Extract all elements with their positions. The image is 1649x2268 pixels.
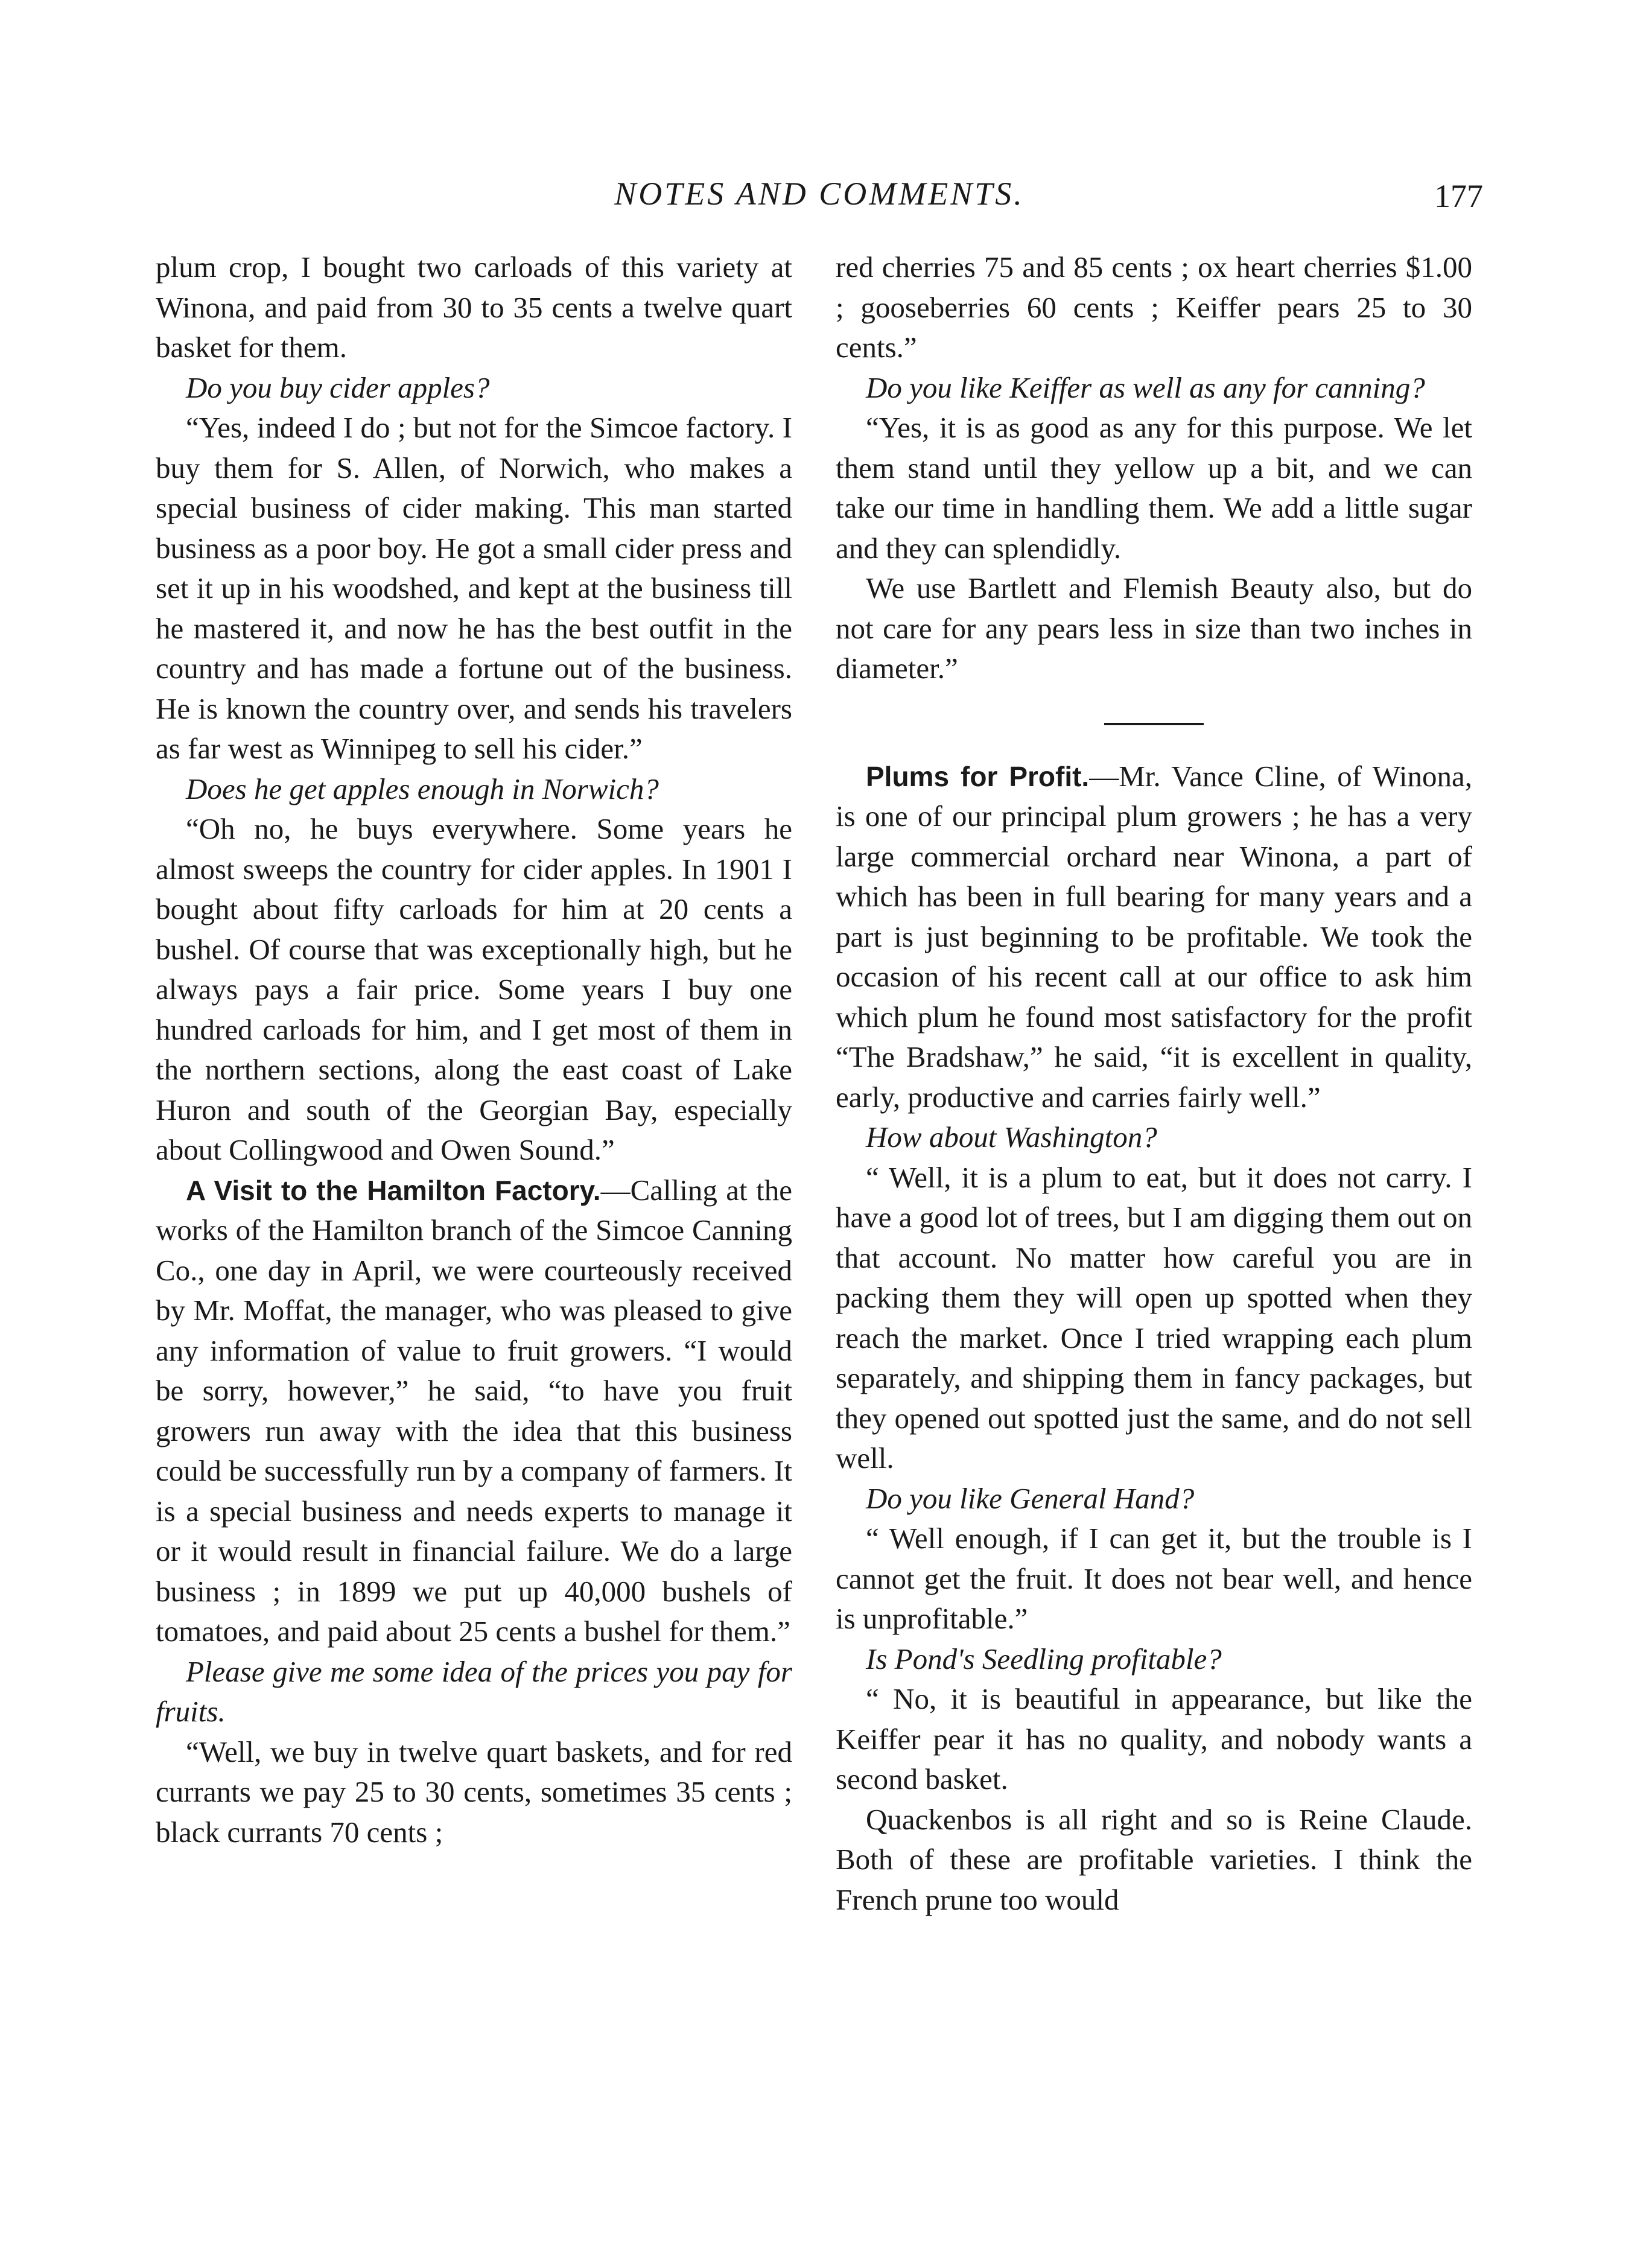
section-heading: A Visit to the Hamilton Factory. [186, 1174, 601, 1206]
page-number: 177 [1434, 178, 1483, 214]
section-heading: Plums for Profit. [866, 760, 1090, 792]
section-paragraph [156, 1171, 792, 1652]
question: Do you like Keiffer as well as any for canning? [866, 370, 1425, 404]
question: Please give me some idea of the prices you pay for fruits. [156, 1654, 792, 1728]
left-column [156, 247, 792, 1852]
paragraph: “Yes, it is as good as any for this purpose. We let them stand until they yellow up a bit, and we can take our time in handling them. We add a little sugar and they can splendidly. [836, 411, 1472, 565]
question: How about Washington? [866, 1120, 1157, 1154]
question: Is Pond's Seedling profitable? [866, 1642, 1222, 1676]
paragraph: “ No, it is beautiful in appearance, but like the Keiffer pear it has no quality, and nobody wants a second basket. [836, 1682, 1472, 1796]
running-title: NOTES AND COMMENTS. [614, 176, 1025, 212]
question: Do you buy cider apples? [186, 370, 490, 404]
divider-rule [1104, 723, 1204, 725]
section-paragraph [836, 757, 1472, 1118]
right-column [836, 247, 1472, 1920]
paragraph: plum crop, I bought two carloads of this variety at Winona, and paid from 30 to 35 cents a twelve quart basket for them. [156, 250, 792, 364]
paragraph: “Yes, indeed I do ; but not for the Simcoe factory. I buy them for S. Allen, of Norwich, who makes a special business of cider making. This man started business as a poor boy. He got a small cider press and set it up in his woodshed, and kept at the business till he mastered it, and now he has the best outfit in the country and has made a fortune out of the business. He is known the country over, and sends his travelers as far west as Winnipeg to sell his cider.” [156, 411, 792, 765]
paragraph: Quackenbos is all right and so is Reine Claude. Both of these are profitable varieties. I think the French prune too would [836, 1802, 1472, 1916]
paragraph: red cherries 75 and 85 cents ; ox heart cherries $1.00 ; gooseberries 60 cents ; Keiffer pears 25 to 30 cents.” [836, 250, 1472, 364]
paragraph: “Well, we buy in twelve quart baskets, and for red currants we pay 25 to 30 cents, sometimes 35 cents ; black currants 70 cents ; [156, 1735, 792, 1849]
section-text: —Mr. Vance Cline, of Winona, is one of our principal plum growers ; he has a very large commercial orchard near Winona, a part of which has been in full bearing for many years and a part is just beginning to be profitable. We took the occasion of his recent call at our office to ask him which plum he found most satisfactory for the profit “The Bradshaw,” he said, “it is excellent in quality, early, productive and carries fairly well.” [836, 759, 1472, 1114]
paragraph: We use Bartlett and Flemish Beauty also, but do not care for any pears less in size than two inches in diameter.” [836, 571, 1472, 685]
question: Does he get apples enough in Norwich? [186, 772, 659, 805]
section-text: —Calling at the works of the Hamilton branch of the Simcoe Canning Co., one day in April, we were courteously received by Mr. Moffat, the manager, who was pleased to give any information of value to fruit growers. “I would be sorry, however,” he said, “to have you fruit growers run away with the idea that this business could be successfully run by a company of farmers. It is a special business and needs experts to manage it or it would result in financial failure. We do a large business ; in 1899 we put up 40,000 bushels of tomatoes, and paid about 25 cents a bushel for them.” [156, 1173, 792, 1648]
section-divider [836, 689, 1472, 757]
paragraph: “Oh no, he buys everywhere. Some years he almost sweeps the country for cider apples. In 1901 I bought about fifty carloads for him at 20 cents a bushel. Of course that was exceptionally high, but he always pays a fair price. Some years I buy one hundred carloads for him, and I get most of them in the northern sections, along the east coast of Lake Huron and south of the Georgian Bay, especially about Collingwood and Owen Sound.” [156, 812, 792, 1166]
paragraph: “ Well enough, if I can get it, but the trouble is I cannot get the fruit. It does not bear well, and hence is unprofitable.” [836, 1522, 1472, 1635]
paragraph: “ Well, it is a plum to eat, but it does not carry. I have a good lot of trees, but I am digging them out on that account. No matter how careful you are in packing them they will open up spotted when they reach the market. Once I tried wrapping each plum separately, and shipping them in fancy packages, but they opened out spotted just the same, and do not sell well. [836, 1160, 1472, 1475]
question: Do you like General Hand? [866, 1481, 1195, 1515]
running-head [156, 175, 1483, 223]
